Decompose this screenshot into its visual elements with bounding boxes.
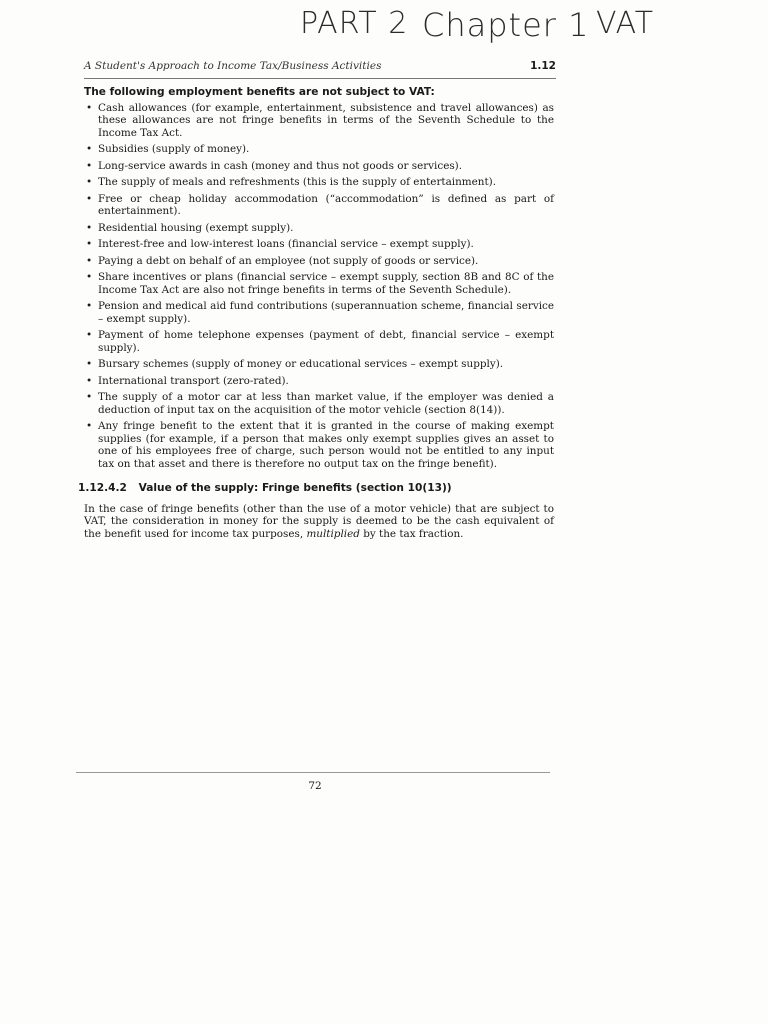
bullet-icon: •	[86, 221, 93, 234]
bullet-icon: •	[86, 374, 93, 387]
list-item: • Any fringe benefit to the extent that it is granted in the course of making exempt supplies (for example, if a person that makes only exempt supplies gives an asset to one of his employees free of charge, such person would not be entitled to any input tax on that asset and there is therefore no output tax on the fringe benefit).	[86, 420, 554, 470]
running-header	[84, 60, 556, 79]
bullet-icon: •	[86, 420, 93, 432]
list-item: • Interest-free and low-interest loans (financial service – exempt supply).	[86, 238, 474, 250]
list-item: • Bursary schemes (supply of money or educational services – exempt supply).	[86, 358, 504, 370]
list-item: • Paying a debt on behalf of an employee (not supply of goods or service).	[86, 254, 479, 267]
list-item: • The supply of meals and refreshments (this is the supply of entertainment).	[86, 176, 497, 188]
bullet-icon: •	[86, 143, 93, 155]
list-item: • Subsidies (supply of money).	[86, 143, 250, 155]
list-item: • Cash allowances (for example, entertainment, subsistence and travel allowances) as these allowances are not fringe benefits in terms of the Seventh Schedule to the Income Tax Act.	[86, 101, 554, 139]
list-item: • Long-service awards in cash (money and thus not goods or services).	[86, 159, 463, 172]
intro-heading: The following employment benefits are not subject to VAT:	[84, 86, 435, 98]
page-number: 72	[308, 780, 322, 792]
section-heading	[78, 482, 554, 495]
section-number: 1.12	[530, 60, 556, 72]
list-item: • Payment of home telephone expenses (payment of debt, financial service – exempt supply).	[86, 329, 554, 354]
emphasis-text: multiplied	[306, 527, 360, 540]
body-paragraph: In the case of fringe benefits (other than the use of a motor vehicle) that are subject to VAT, the consideration in money for the supply is deemed to be the cash equivalent of the benefit used for income tax purposes, multiplied by the tax fraction.	[84, 502, 554, 540]
bullet-icon: •	[86, 391, 93, 403]
list-item: • Share incentives or plans (financial service – exempt supply, section 8B and 8C of the Income Tax Act are also not fringe benefits in terms of the Seventh Schedule).	[86, 271, 554, 296]
list-item: • Residential housing (exempt supply).	[86, 221, 294, 234]
handwritten-annotation	[300, 2, 680, 48]
bullet-icon: •	[86, 192, 93, 205]
body-content	[78, 86, 554, 540]
list-item: • Pension and medical aid fund contributions (superannuation scheme, financial service – exempt supply).	[86, 300, 554, 325]
handwritten-chapter: Chapter 1	[422, 6, 590, 44]
bullet-icon: •	[86, 271, 93, 283]
bullet-icon: •	[86, 358, 93, 370]
bullet-icon: •	[86, 329, 93, 341]
bullet-icon: •	[86, 176, 93, 188]
bullet-icon: •	[86, 101, 93, 114]
bullet-icon: •	[86, 159, 93, 172]
footer-divider	[76, 772, 550, 773]
bullet-icon: •	[86, 254, 93, 267]
section-heading-number: 1.12.4.2	[78, 482, 127, 494]
list-item: • International transport (zero-rated).	[86, 374, 289, 387]
section-heading-title: Value of the supply: Fringe benefits (section 10(13))	[138, 482, 452, 494]
handwritten-topic: VAT	[596, 6, 655, 41]
list-item: • Free or cheap holiday accommodation (“accommodation” is defined as part of entertainment).	[86, 192, 554, 217]
bullet-icon: •	[86, 238, 93, 250]
exclusion-list	[84, 102, 554, 471]
bullet-icon: •	[86, 300, 93, 312]
handwritten-part: PART 2	[300, 6, 409, 41]
book-title: A Student's Approach to Income Tax/Business Activities	[84, 60, 382, 72]
list-item: • The supply of a motor car at less than market value, if the employer was denied a deduction of input tax on the acquisition of the motor vehicle (section 8(14)).	[86, 391, 554, 416]
